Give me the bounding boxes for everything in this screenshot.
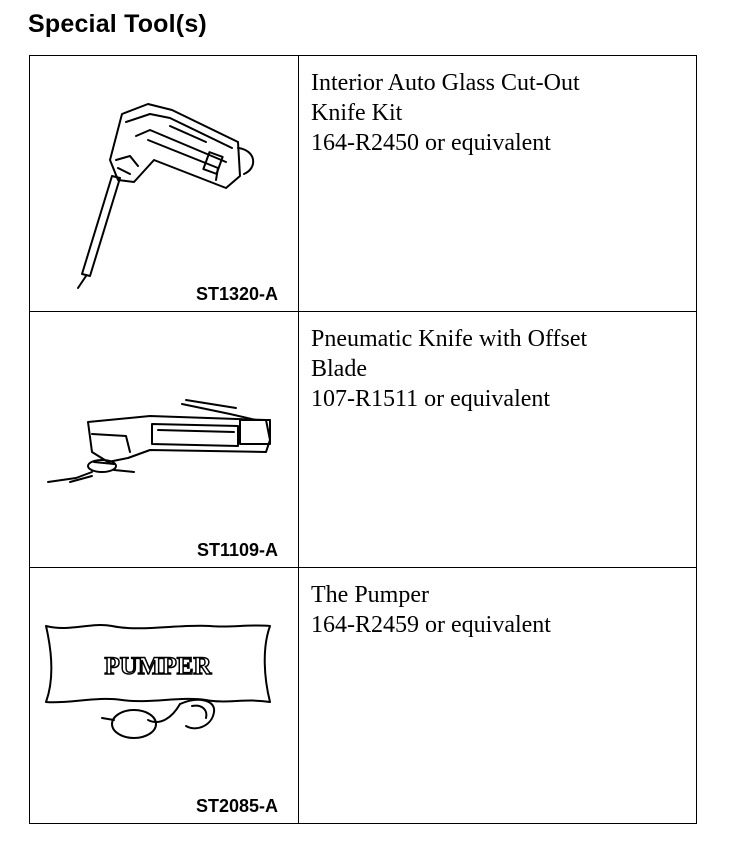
tool-image-cell — [30, 568, 299, 824]
page-heading: Special Tool(s) — [28, 10, 207, 38]
tool-description-cell — [299, 56, 697, 312]
pumper-icon — [30, 568, 298, 823]
tool-id-label: ST1109-A — [196, 540, 278, 560]
tool-image-cell — [30, 312, 299, 568]
tool-name-line: Knife Kit — [311, 100, 403, 126]
tool-description-cell — [299, 312, 697, 568]
tool-name-line: The Pumper — [311, 582, 429, 608]
tool-row — [30, 312, 697, 568]
tool-part-number: 164-R2459 or equivalent — [311, 612, 551, 638]
tool-image-cell — [30, 56, 299, 312]
tool-row — [30, 568, 697, 824]
tool-part-number: 164-R2450 or equivalent — [311, 130, 551, 156]
tool-name-line: Blade — [311, 356, 367, 382]
special-tools-table — [29, 55, 697, 824]
tool-id-label: ST2085-A — [195, 796, 278, 816]
tool-name-line: Interior Auto Glass Cut-Out — [311, 70, 580, 96]
tool-description-cell — [299, 568, 697, 824]
tool-row — [30, 56, 697, 312]
tool-part-number: 107-R1511 or equivalent — [311, 386, 551, 412]
tool-id-label: ST1320-A — [195, 284, 278, 304]
tool-name-line: Pneumatic Knife with Offset — [311, 326, 588, 352]
cut-out-knife-icon — [30, 56, 298, 311]
pneumatic-knife-icon — [30, 312, 298, 567]
pumper-logo-text: PUMPER — [104, 653, 212, 680]
